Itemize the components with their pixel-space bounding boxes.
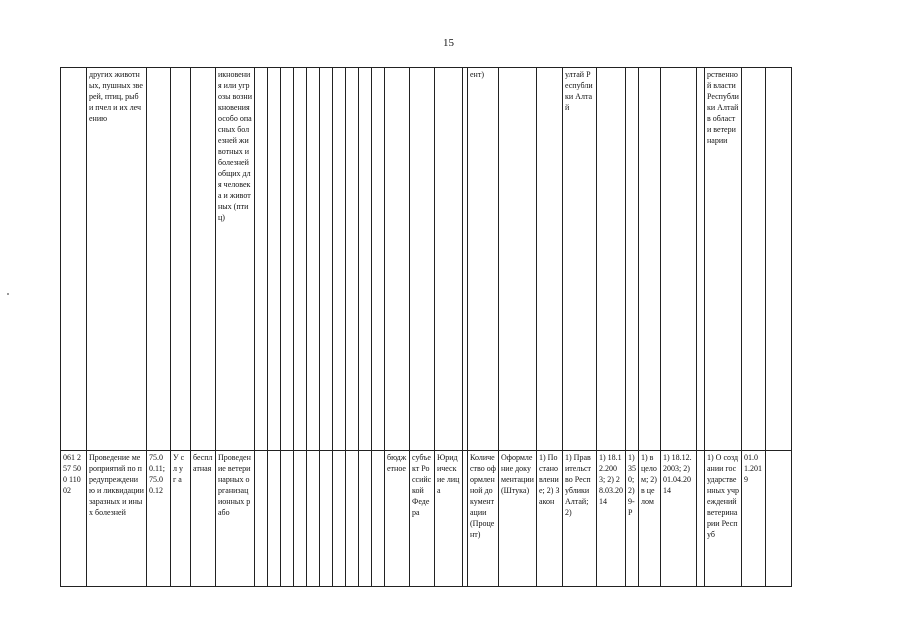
table-cell [697,451,705,587]
table-cell [372,451,385,587]
table-cell [268,451,281,587]
table-cell: 1) О создании государственных учреждений ветеринарии Респуб [705,451,742,587]
table-cell: 061 257 500 110 02 [61,451,87,587]
table-cell [766,451,792,587]
table-cell [307,68,320,451]
table-cell [171,68,191,451]
table-cell: 1) 350; 2) 9-Р [626,451,639,587]
table-cell [537,68,563,451]
table-row [61,451,792,587]
table-cell: ент) [468,68,499,451]
table-cell [294,451,307,587]
table-cell [320,68,333,451]
table-cell [499,68,537,451]
table-cell: Количество оформленной документации (Процент) [468,451,499,587]
table-cell: 1) Правительство Республики Алтай; 2) [563,451,597,587]
table-cell [766,68,792,451]
table-cell [307,451,320,587]
table-cell [268,68,281,451]
table-cell: 1) Постановление; 2) Закон [537,451,563,587]
table-cell [697,68,705,451]
table-cell [281,451,294,587]
table-cell [320,451,333,587]
table-cell: рственной власти Республики Алтай в области ветеринарии [705,68,742,451]
table-cell: 01.01.2019 [742,451,766,587]
table-cell: ултай Республики Алтай [563,68,597,451]
table-cell [61,68,87,451]
table-cell [255,68,268,451]
table-row [61,68,792,451]
table-cell: икновения или угрозы возникновения особо опасных болезней животных и болезней общих для человека и животных (птиц) [216,68,255,451]
table-cell: других животных, пушных зверей, птиц, рыб и пчел и их лечению [87,68,147,451]
table-cell [294,68,307,451]
table-cell [333,68,346,451]
table-cell: бюджетное [385,451,410,587]
table-cell: 1) 18.12.2003; 2) 01.04.2014 [661,451,697,587]
page-number: 15 [443,37,454,49]
table-cell [597,68,626,451]
table-cell [359,68,372,451]
table-cell: Оформление документации (Штука) [499,451,537,587]
table-cell [661,68,697,451]
table-cell [333,451,346,587]
table-cell [435,68,463,451]
table-cell: У с л у г а [171,451,191,587]
registry-table [60,67,792,587]
table-cell: Проведение мероприятий по предупреждению и ликвидации заразных и иных болезней [87,451,147,587]
table-cell [346,68,359,451]
table-cell: Юридические лица [435,451,463,587]
table-cell [410,68,435,451]
table-cell: 75.00.11; 75.00.12 [147,451,171,587]
table-cell [359,451,372,587]
table-cell: бесплатная [191,451,216,587]
scan-speck [7,293,9,295]
table-cell [626,68,639,451]
table-cell: 1) в целом; 2) в целом [639,451,661,587]
table-cell [639,68,661,451]
table-cell: Проведение ветеринарных организационных рабо [216,451,255,587]
table-cell [255,451,268,587]
table-cell [372,68,385,451]
table-cell [191,68,216,451]
table-cell [385,68,410,451]
table-cell: субъект Российской Федера [410,451,435,587]
table-cell [147,68,171,451]
table-cell [281,68,294,451]
table-cell: 1) 18.12.2003; 2) 28.03.2014 [597,451,626,587]
table-cell [742,68,766,451]
table-cell [346,451,359,587]
